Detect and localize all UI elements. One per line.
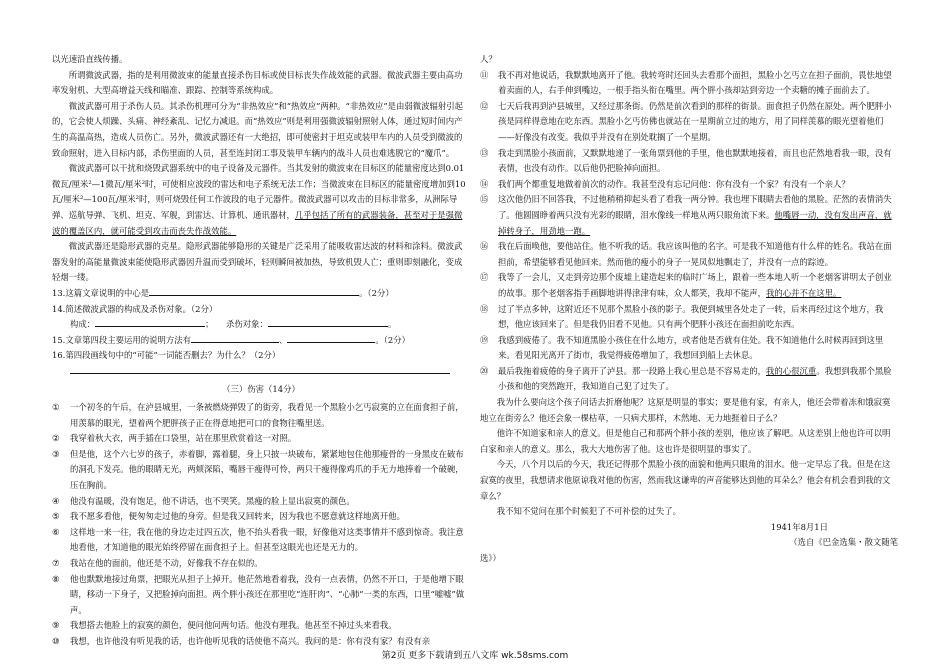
question-points: 。（2分） (359, 287, 394, 298)
paragraph-number: ② (52, 433, 60, 444)
paragraph-number: ⑩ (52, 635, 60, 646)
underlined-sentence: 我的心并不在这里。 (766, 287, 842, 298)
paragraph: 我不知不觉问在那个时候犯了不可补偿的过失了。 (496, 506, 682, 517)
paragraph-number: ⑫ (480, 100, 489, 111)
paragraph-text: 我在后面唤他，要他站住。他不听我的话。我应该叫他的名字。可是我不知道他有什么样的姓名。我站在面担前，希望能够看见他回来。然而他的瘦小的身子一晃凤似地飘走了，并没有一点的踪迹。 (498, 241, 892, 267)
answer-blank[interactable] (70, 364, 450, 374)
paragraph: 人？ (480, 54, 497, 64)
paragraph-text: 我等了一会儿，又走到旁边那个废墟上建造起来的临时广场上，跟着一些本地人听一个老烟客讲明太子创业的故事。那个老烟客指手画脚地讲得津津有味，众人都笑，我却不能声， (498, 272, 892, 298)
answer-blank[interactable] (287, 333, 375, 343)
answer-blank[interactable] (95, 317, 205, 327)
numbered-paragraph (480, 239, 898, 270)
paragraph-number: ③ (52, 448, 60, 459)
underlined-sentence: 几乎包括了所有的武器装备，甚至对于是强微波的覆盖区内，就可能受到攻击而丧失作战效能。 (52, 209, 463, 236)
paragraph: 微波武器可用于杀伤人员。其杀伤机理可分为“非热效应”和“热效应”两种。“非热效应”是由弱微波辐射引起的，它会使人烦躁、头痛、神经紊乱、记忆力减退。而“热效应”则是利用强微波辐射照射人体，通过短时间内产生的高温高热，造成人员伤亡。另外，微波武器还有一大绝招，即可使密封于坦克或装甲车内的人员受到微波的致命照射，进入目标内部，杀伤里面的人员，甚至连封闭工事及装甲车辆内的战斗人员也难逃脱它的“魔爪”。 (52, 100, 463, 158)
paragraph-number: ⑮ (480, 194, 489, 205)
question-13 (52, 286, 470, 302)
paragraph-text: 这样地一来一往，我在他的身边走过四五次，他不抬头看我一眼，好像他对这类事情并不感到惊奇。我注意地看他，才知道他的眼光始终停留在面食担子上。但甚至这眼光也还是无力的。 (70, 526, 464, 553)
paragraph-text: 我不再对他说话，我默默地离开了他。我转弯时还回头去看那个面担，黑脸小乞丐立在担子面前，畏怯地望着卖面的人，右手伸到嘴边，一根手指头衔在嘴里。两个胖小孩却站到旁边一个卖糖的摊子面前去了。 (498, 69, 892, 96)
left-column (52, 52, 470, 650)
paragraph-number: ⑱ (480, 303, 489, 314)
paragraph: 所谓微波武器，指的是利用微波束的能量直接杀伤目标或使目标丧失作战效能的武器。微波武器主要由高功率发射机、大型高增益天线和瞄准、跟踪、控制等系统构成。 (52, 69, 463, 96)
paragraph-number: ① (52, 402, 60, 413)
answer-label: ； 杀伤对象： (205, 319, 268, 330)
source-citation: 选》） (480, 553, 501, 563)
paragraph-text: 他也默默地接过角票，把眼光从担子上掉开。他茫然地看着我，没有一点表情，仍然不开口，于是他增下眼睛，移动一下身子，又把脸掉向面担。两个胖小孩还在那里吃“连肝肉”、“心肺”一类的东西，口里“嘘嘘”做声。 (70, 573, 465, 615)
numbered-paragraph (480, 302, 898, 333)
numbered-paragraph (52, 431, 470, 447)
paragraph-number: ⑪ (480, 69, 489, 80)
paragraph-text: 最后我拖着疲倦的身子离开了泸县。那一段路上我心里总是不容易走的， (498, 365, 766, 376)
numbered-paragraph (480, 192, 898, 239)
paragraph-number: ⑲ (480, 334, 489, 345)
numbered-paragraph (52, 447, 470, 494)
numbered-paragraph (52, 509, 470, 525)
page-footer: 第2页 更多下载请到五八文库 wk.58sms.com (381, 651, 569, 661)
paragraph (52, 161, 470, 239)
question-14: 14.简述微波武器的构成及杀伤对象。（2分） (52, 303, 218, 314)
numbered-paragraph (480, 146, 898, 177)
paragraph-number: ⑥ (52, 526, 60, 537)
paragraph-number: ⑯ (480, 241, 489, 252)
paragraph: 他许不知道家和亲人的意义。但是他自己和那两个胖小孩的差别，他应该了解吧。从这差别上他也许可以明白家和亲人的意义。那么，我大大地伤害了他。这也许是很明显的事实了。 (480, 428, 891, 454)
paragraph-number: ⑦ (52, 558, 60, 568)
question-text: 13.这篇文章说明的中心是 (52, 287, 150, 298)
numbered-paragraph (52, 572, 470, 619)
numbered-paragraph (480, 99, 898, 146)
question-text: 、 (278, 334, 288, 345)
question-text: 15.文章第四段主要运用的说明方法有 (52, 334, 191, 345)
paragraph-text: 他没有温暖，没有饱足，他不讲话，也不哭笑。黑瘦的脸上显出寂寞的颜色。 (70, 495, 355, 506)
numbered-paragraph (480, 270, 898, 301)
paragraph-text: 我不愿多看他，便匆匆走过他的身旁。但是我又回转来，因为我也不愿意就这样地离开他。 (70, 511, 405, 522)
paragraph-text: 我穿着秋大衣，两手插在口袋里，站在那里欣赏着这一对照。 (70, 433, 297, 444)
paragraph-text: 七天后我再到泸县城里，又经过那条街。仍然是前次看到的那样的街景。面食担子仍然在原处。两个肥胖小孩是同样得意地在吃东西。黑脸小乞丐仿佛也就站在一星期前立过的地方，用了同样羡慕的眼光望着他们——好像没有改变。我似乎并没有在别处耽搁了一个星期。 (498, 100, 892, 142)
paragraph-number: ⑰ (480, 272, 489, 283)
paragraph: 今天，八个月以后的今天，我还记得那个黑脸小孩的面貌和他两只眼角的泪水。他一定早忘了我。但是在这寂寞的夜里，我想请求他原谅我对他的伤害，然而我这谦卑的声音能够达到他的耳朵么？他会有机会看到我的文章么？ (480, 459, 891, 501)
paragraph-text: 一个初冬的午后，在泸县城里，一条被燃烧弹毁了的街旁，我看见一个黑脸小乞丐寂寞的立在面食担子前，用羡慕的眼光，望着两个肥胖孩子正在得意地把可口的食物往嘴里送。 (70, 402, 464, 428)
paragraph-text: 这次他仍旧不回答我，不过他稍稍抑起头看了看我一两分钟。我也埋下眼睛去看他的黑脸。茫然的表情消失了。他圆圆睁着两只没有光彩的眼睛，泪水像线一样地从两只眼角流下来。 (498, 194, 892, 220)
paragraph: 以光速沿直线传播。 (52, 54, 128, 64)
paragraph-text: 。我想到我那个黑脸小孩和他的突然跑开，我知道自己犯了过失了。 (498, 365, 892, 392)
question-16: 16.第四段画线句中的“可能”一词能否删去？为什么？（2分） (52, 350, 281, 361)
numbered-paragraph (52, 618, 470, 634)
answer-label: 。 (387, 319, 397, 330)
numbered-paragraph (52, 525, 470, 556)
paragraph-text: 我们两个都重复地做着前次的动作。我甚至没有忘记问他：你有没有一个家？有没有一个亲人？ (498, 178, 850, 189)
paragraph-number: ⑧ (52, 573, 60, 584)
paragraph-number: ⑤ (52, 511, 60, 522)
paragraph-text: 我想，也许他没有听见我的话，也许他听见我的话使他不高兴。我问的是：你有没有家？有没有亲 (70, 635, 431, 646)
numbered-paragraph (480, 364, 898, 395)
numbered-paragraph (52, 556, 470, 572)
source-citation: （选自《巴金选集・散文随笔 (789, 537, 898, 548)
underlined-sentence: 我的心很沉重 (766, 365, 817, 376)
paragraph-number: ⑳ (480, 365, 489, 376)
answer-blank[interactable] (268, 317, 388, 327)
question-16-answer (52, 364, 470, 380)
paragraph-number: ⑭ (480, 178, 489, 189)
paragraph-text: 我感到疲倦了。我不知道黑脸小孩住在什么地方，或者他是否就有住处。我不知道他什么时候再回到这里来。看见阳光离开了街市，我觉得疲倦增加了，我想回到船上去休息。 (498, 334, 884, 361)
numbered-paragraph (52, 400, 470, 431)
paragraph-number: ⑬ (480, 147, 489, 158)
answer-blank[interactable] (191, 333, 279, 343)
paragraph-text: 微波武器可以干扰和烧毁武器系统中的电子设备及元器件。当其发射的微波束在目标区的能量密度达到0.01微瓦/厘米²—1微瓦/厘米²时，可使相应波段的雷达和电子系统无法工作；当微波束在目标区的能量密度增加到10瓦/厘米²—100瓦/厘米²时，则可烧毁任何工作波段的电子元器件。微波武器可以攻击的目标非常多，从洲际导弹、巡航导弹、飞机、坦克、军舰，到雷达、计算机、通讯器材， (52, 163, 466, 220)
question-15 (52, 333, 470, 349)
section-heading: （三）伤害（14分） (222, 384, 300, 395)
paragraph: 微波武器还是隐形武器的克星。隐形武器能够隐形的关键是广泛采用了能吸收雷达波的材料和涂料。微波武器发射的高能量微波束能使隐形武器因升温而受到破坏，轻则瞬间被加热，导致机毁人亡；重则即刻融化，变成轻烟一缕。 (52, 241, 463, 283)
right-column (480, 52, 898, 567)
paragraph-text: 我站在他的面前，他还是不动，好像我不存在似的。 (70, 558, 263, 568)
numbered-paragraph (52, 494, 470, 510)
paragraph-text: 我走到黑脸小孩面前，又默默地递了一张角票到他的手里，他也默默地接着，而且也茫然地看我一眼，没有表情，也没有动作。以后他仍把脸掉向面担。 (498, 147, 892, 174)
numbered-paragraph (480, 177, 898, 193)
question-14-answer (52, 317, 470, 333)
answer-label: 构成： (70, 319, 96, 330)
paragraph-text: 过了半点多钟，这附近还不见那个黑脸小孩的影子。我便到城里各处走了一转，后来再经过这个地方，我想，他应该回来了。但是我仍旧看不见他。只有两个肥胖小孩还在面担前吃东西。 (498, 303, 884, 330)
date: 1941年8月1日 (770, 521, 828, 532)
paragraph: 我为什么要向这个孩子问话去折磨他呢？这原是明显的事实；要是他有家，有亲人，他还会带着冻和饿寂寞地立在街旁么？他还会象一棵枯草，一只病犬那样，木然地、无力地捱着日子么？ (480, 397, 891, 423)
paragraph-text: 但是他，这个六七岁的孩子，赤着脚，露着腿，身上只披一块破布，紧紧地包住他那瘦骨的一身黑皮在破布的洞孔下发亮。他的眼睛无光，两颊深陷，嘴唇干瘦得可怜，两只干瘦得像鸡爪的手无力地捧着一个破碗，压在胸前。 (70, 448, 464, 491)
paragraph-number: ④ (52, 495, 60, 506)
answer-blank[interactable] (149, 286, 359, 296)
numbered-paragraph (480, 333, 898, 364)
underlined-sentence: 他嘴唇一动，没有发出声音，就掉转身子，用劲地一跑。 (498, 209, 892, 236)
paragraph-number: ⑨ (52, 620, 60, 631)
question-points: 。（2分） (375, 334, 410, 345)
paragraph-text: 我想搭去他脸上的寂寞的颜色，便问他问两句话。他没有理我。他甚至不掉过头来看我。 (70, 620, 397, 631)
numbered-paragraph (480, 68, 898, 99)
